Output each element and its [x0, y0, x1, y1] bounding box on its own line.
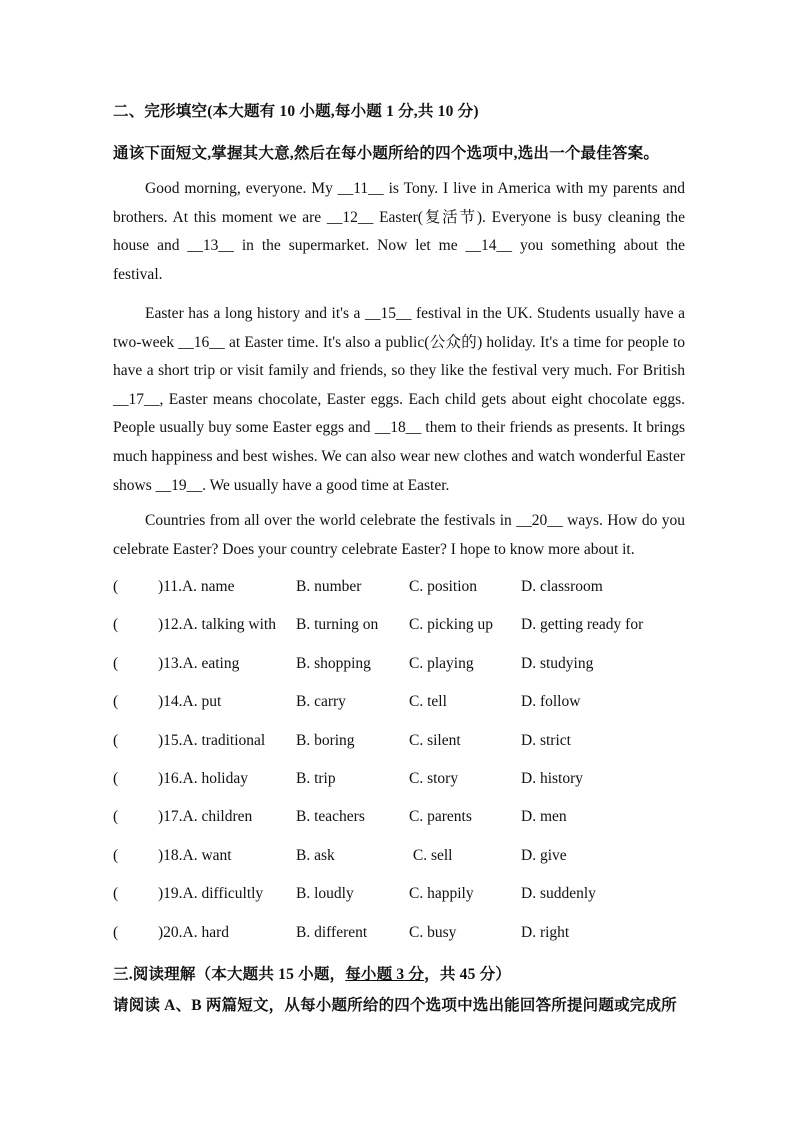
question-options-list — [113, 574, 713, 958]
question-row-11 — [113, 574, 713, 612]
question-row-16 — [113, 766, 713, 804]
section-2-title: 二、完形填空(本大题有 10 小题,每小题 1 分,共 10 分) — [113, 103, 479, 120]
option-d: D. classroom — [521, 578, 603, 595]
passage-paragraph-3 — [113, 507, 685, 564]
option-b: B. teachers — [296, 808, 365, 826]
option-a: )11.A. name — [158, 578, 235, 595]
passage-paragraph-2 — [113, 300, 685, 500]
option-b: B. number — [296, 578, 362, 595]
option-b: B. carry — [296, 693, 346, 711]
option-a: )17.A. children — [158, 808, 253, 826]
option-b: B. ask — [296, 846, 335, 864]
option-d: D. right — [521, 923, 570, 941]
section-3-title-underlined: 每小题 3 分 — [345, 966, 425, 983]
option-d: D. getting ready for — [521, 616, 644, 634]
section-3-title-part2: ，共 45 分） — [424, 966, 511, 983]
question-row-12 — [113, 612, 713, 650]
option-b: B. loudly — [296, 885, 354, 903]
option-b: B. boring — [296, 731, 355, 749]
option-d: D. follow — [521, 693, 581, 711]
answer-blank: ( — [113, 769, 119, 787]
answer-blank: ( — [113, 616, 119, 634]
question-row-19 — [113, 881, 713, 919]
option-c: C. parents — [409, 808, 472, 826]
question-row-13 — [113, 651, 713, 689]
answer-blank: ( — [113, 846, 119, 864]
answer-blank: ( — [113, 578, 119, 595]
paragraph-text: Easter has a long history and it's a __15__ festival in the UK. Students usually have a two-week __16__ at Easter time. It's also a public(公众的) holiday. It's a time for people to have a short trip or visit family and friends, so they like the festival very much. For British __17__, Easter means chocolate, Easter eggs. Each child gets about eight chocolate eggs. People usually buy some Easter eggs and __18__ them to their friends as presents. It brings much happiness and best wishes. We can also wear new clothes and watch wonderful Easter shows __19__. We usually have a good time at Easter. — [113, 305, 685, 494]
option-a: )19.A. difficultly — [158, 885, 264, 903]
option-c: C. sell — [409, 846, 453, 864]
option-c: C. busy — [409, 923, 457, 941]
option-c: C. story — [409, 769, 459, 787]
option-c: C. playing — [409, 654, 474, 672]
section-2-instruction: 通该下面短文,掌握其大意,然后在每小题所给的四个选项中,选出一个最佳答案。 — [113, 145, 660, 162]
option-c: C. position — [409, 578, 478, 595]
answer-blank: ( — [113, 808, 119, 826]
question-row-15 — [113, 728, 713, 766]
paragraph-text: Countries from all over the world celebrate the festivals in __20__ ways. How do you celebrate Easter? Does your country celebrate Easter? I hope to know more about it. — [113, 512, 685, 558]
option-c: C. happily — [409, 885, 474, 903]
question-row-20 — [113, 920, 713, 958]
option-b: B. shopping — [296, 654, 371, 672]
section-3-instruction: 请阅读 A、B 两篇短文，从每小题所给的四个选项中选出能回答所提问题或完成所 — [113, 997, 677, 1014]
section-3-title — [113, 962, 511, 984]
answer-blank: ( — [113, 885, 119, 903]
option-d: D. studying — [521, 654, 594, 672]
option-a: )18.A. want — [158, 846, 232, 864]
question-row-17 — [113, 804, 713, 842]
answer-blank: ( — [113, 923, 119, 941]
option-a: )20.A. hard — [158, 923, 230, 941]
option-d: D. men — [521, 808, 567, 826]
option-c: C. picking up — [409, 616, 493, 634]
option-b: B. trip — [296, 769, 336, 787]
section-3-title-part1: 三.阅读理解（本大题共 15 小题， — [113, 966, 346, 983]
answer-blank: ( — [113, 654, 119, 672]
option-a: )15.A. traditional — [158, 731, 266, 749]
answer-blank: ( — [113, 693, 119, 711]
option-d: D. give — [521, 846, 567, 864]
option-b: B. turning on — [296, 616, 379, 634]
option-c: C. tell — [409, 693, 447, 711]
option-a: )12.A. talking with — [158, 616, 276, 634]
option-a: )14.A. put — [158, 693, 222, 711]
paragraph-text: Good morning, everyone. My __11__ is Tony. I live in America with my parents and brothers. At this moment we are __12__ Easter(复活节). Everyone is busy cleaning the house and __13__ in the supermarket. Now let me __14__ you something about the festival. — [113, 180, 685, 283]
option-b: B. different — [296, 923, 368, 941]
answer-blank: ( — [113, 731, 119, 749]
option-d: D. strict — [521, 731, 571, 749]
question-row-14 — [113, 689, 713, 727]
question-row-18 — [113, 843, 713, 881]
option-c: C. silent — [409, 731, 461, 749]
passage-paragraph-1 — [113, 175, 685, 289]
option-a: )16.A. holiday — [158, 769, 248, 787]
option-d: D. suddenly — [521, 885, 596, 903]
option-d: D. history — [521, 769, 583, 787]
option-a: )13.A. eating — [158, 654, 240, 672]
